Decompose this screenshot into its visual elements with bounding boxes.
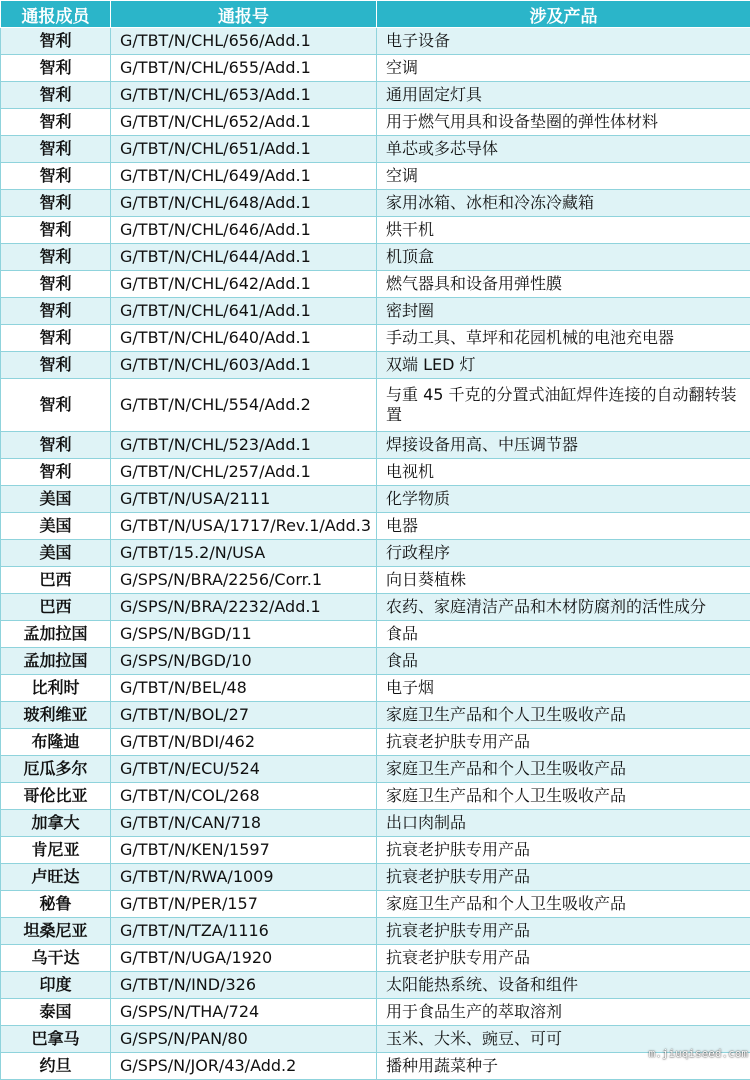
products-cell: 抗衰老护肤专用产品 [377, 918, 750, 945]
notification-cell: G/SPS/N/BRA/2232/Add.1 [111, 594, 377, 621]
table-row [1, 810, 750, 837]
table-row [1, 379, 750, 432]
member-cell: 智利 [1, 217, 111, 244]
products-cell: 行政程序 [377, 540, 750, 567]
products-cell: 单芯或多芯导体 [377, 136, 750, 163]
notification-cell: G/TBT/N/IND/326 [111, 972, 377, 999]
products-cell: 双端 LED 灯 [377, 352, 750, 379]
member-cell: 卢旺达 [1, 864, 111, 891]
products-cell: 食品 [377, 648, 750, 675]
member-cell: 智利 [1, 298, 111, 325]
notification-cell: G/TBT/N/CAN/718 [111, 810, 377, 837]
products-cell: 食品 [377, 621, 750, 648]
products-cell: 抗衰老护肤专用产品 [377, 729, 750, 756]
table-row [1, 136, 750, 163]
table-row [1, 217, 750, 244]
table-row [1, 271, 750, 298]
table-row [1, 999, 750, 1026]
member-cell: 智利 [1, 190, 111, 217]
table-row [1, 729, 750, 756]
notification-cell: G/TBT/N/CHL/642/Add.1 [111, 271, 377, 298]
table-row [1, 352, 750, 379]
notification-cell: G/TBT/N/BOL/27 [111, 702, 377, 729]
member-cell: 加拿大 [1, 810, 111, 837]
products-cell: 与重 45 千克的分置式油缸焊件连接的自动翻转装置 [377, 379, 750, 432]
table-row [1, 945, 750, 972]
table-row [1, 298, 750, 325]
table-row [1, 972, 750, 999]
member-cell: 秘鲁 [1, 891, 111, 918]
member-cell: 智利 [1, 244, 111, 271]
notification-cell: G/TBT/N/CHL/648/Add.1 [111, 190, 377, 217]
member-cell: 布隆迪 [1, 729, 111, 756]
table-row [1, 325, 750, 352]
notification-cell: G/SPS/N/BGD/11 [111, 621, 377, 648]
notification-cell: G/TBT/N/BEL/48 [111, 675, 377, 702]
member-cell: 坦桑尼亚 [1, 918, 111, 945]
member-cell: 巴拿马 [1, 1026, 111, 1053]
member-cell: 乌干达 [1, 945, 111, 972]
products-cell: 焊接设备用高、中压调节器 [377, 432, 750, 459]
notification-cell: G/TBT/N/CHL/554/Add.2 [111, 379, 377, 432]
member-cell: 智利 [1, 163, 111, 190]
products-cell: 电子烟 [377, 675, 750, 702]
products-cell: 家庭卫生产品和个人卫生吸收产品 [377, 891, 750, 918]
table-row [1, 648, 750, 675]
products-cell: 向日葵植株 [377, 567, 750, 594]
products-cell: 用于食品生产的萃取溶剂 [377, 999, 750, 1026]
table-row [1, 1026, 750, 1053]
products-cell: 电器 [377, 513, 750, 540]
member-cell: 智利 [1, 136, 111, 163]
products-cell: 燃气器具和设备用弹性膜 [377, 271, 750, 298]
table-row [1, 432, 750, 459]
table-row [1, 621, 750, 648]
products-cell: 通用固定灯具 [377, 82, 750, 109]
notification-cell: G/TBT/N/KEN/1597 [111, 837, 377, 864]
member-cell: 哥伦比亚 [1, 783, 111, 810]
products-cell: 电子设备 [377, 28, 750, 55]
member-cell: 智利 [1, 432, 111, 459]
products-cell: 密封圈 [377, 298, 750, 325]
table-row [1, 55, 750, 82]
table-row [1, 82, 750, 109]
products-cell: 家庭卫生产品和个人卫生吸收产品 [377, 756, 750, 783]
products-cell: 家庭卫生产品和个人卫生吸收产品 [377, 702, 750, 729]
table-row [1, 837, 750, 864]
products-cell: 玉米、大米、豌豆、可可 [377, 1026, 750, 1053]
products-cell: 用于燃气用具和设备垫圈的弹性体材料 [377, 109, 750, 136]
products-cell: 农药、家庭清洁产品和木材防腐剂的活性成分 [377, 594, 750, 621]
table-body [1, 28, 750, 1080]
member-cell: 智利 [1, 325, 111, 352]
table-row [1, 891, 750, 918]
notification-cell: G/TBT/N/CHL/644/Add.1 [111, 244, 377, 271]
header-notification: 通报号 [111, 1, 377, 28]
notification-cell: G/SPS/N/BRA/2256/Corr.1 [111, 567, 377, 594]
notification-cell: G/TBT/N/CHL/523/Add.1 [111, 432, 377, 459]
member-cell: 智利 [1, 109, 111, 136]
notification-cell: G/TBT/N/USA/2111 [111, 486, 377, 513]
member-cell: 巴西 [1, 594, 111, 621]
member-cell: 孟加拉国 [1, 648, 111, 675]
member-cell: 巴西 [1, 567, 111, 594]
products-cell: 抗衰老护肤专用产品 [377, 837, 750, 864]
table-row [1, 918, 750, 945]
member-cell: 智利 [1, 459, 111, 486]
notification-cell: G/TBT/N/CHL/649/Add.1 [111, 163, 377, 190]
member-cell: 美国 [1, 486, 111, 513]
products-cell: 电视机 [377, 459, 750, 486]
notification-cell: G/TBT/N/UGA/1920 [111, 945, 377, 972]
member-cell: 智利 [1, 55, 111, 82]
products-cell: 家用冰箱、冰柜和冷冻冷藏箱 [377, 190, 750, 217]
notification-cell: G/TBT/N/CHL/655/Add.1 [111, 55, 377, 82]
member-cell: 智利 [1, 82, 111, 109]
products-cell: 抗衰老护肤专用产品 [377, 945, 750, 972]
member-cell: 厄瓜多尔 [1, 756, 111, 783]
table-row [1, 702, 750, 729]
notification-cell: G/TBT/N/CHL/652/Add.1 [111, 109, 377, 136]
table-row [1, 756, 750, 783]
notification-cell: G/TBT/N/ECU/524 [111, 756, 377, 783]
notification-cell: G/TBT/N/RWA/1009 [111, 864, 377, 891]
table-row [1, 459, 750, 486]
products-cell: 家庭卫生产品和个人卫生吸收产品 [377, 783, 750, 810]
table-row [1, 594, 750, 621]
notification-cell: G/TBT/N/USA/1717/Rev.1/Add.3 [111, 513, 377, 540]
notification-cell: G/SPS/N/PAN/80 [111, 1026, 377, 1053]
products-cell: 化学物质 [377, 486, 750, 513]
table-row [1, 190, 750, 217]
products-cell: 空调 [377, 55, 750, 82]
notification-cell: G/TBT/N/CHL/656/Add.1 [111, 28, 377, 55]
notification-cell: G/TBT/N/BDI/462 [111, 729, 377, 756]
member-cell: 智利 [1, 352, 111, 379]
products-cell: 出口肉制品 [377, 810, 750, 837]
table-row [1, 244, 750, 271]
notification-cell: G/TBT/N/CHL/653/Add.1 [111, 82, 377, 109]
table-row [1, 675, 750, 702]
products-cell: 机顶盒 [377, 244, 750, 271]
notification-cell: G/TBT/N/CHL/646/Add.1 [111, 217, 377, 244]
table-row [1, 864, 750, 891]
table-row [1, 1053, 750, 1080]
notification-cell: G/SPS/N/THA/724 [111, 999, 377, 1026]
notification-cell: G/TBT/N/CHL/640/Add.1 [111, 325, 377, 352]
header-member: 通报成员 [1, 1, 111, 28]
table-row [1, 513, 750, 540]
notification-cell: G/TBT/N/TZA/1116 [111, 918, 377, 945]
watermark: m.jiuqiseed.com [649, 1047, 748, 1060]
member-cell: 孟加拉国 [1, 621, 111, 648]
notification-cell: G/SPS/N/BGD/10 [111, 648, 377, 675]
notification-cell: G/TBT/N/CHL/603/Add.1 [111, 352, 377, 379]
member-cell: 智利 [1, 379, 111, 432]
member-cell: 美国 [1, 513, 111, 540]
products-cell: 烘干机 [377, 217, 750, 244]
products-cell: 太阳能热系统、设备和组件 [377, 972, 750, 999]
member-cell: 印度 [1, 972, 111, 999]
table-row [1, 163, 750, 190]
table-row [1, 28, 750, 55]
products-cell: 抗衰老护肤专用产品 [377, 864, 750, 891]
member-cell: 美国 [1, 540, 111, 567]
table-row [1, 783, 750, 810]
table-header-row [1, 1, 750, 28]
products-cell: 手动工具、草坪和花园机械的电池充电器 [377, 325, 750, 352]
member-cell: 智利 [1, 28, 111, 55]
table-row [1, 540, 750, 567]
notification-cell: G/TBT/N/COL/268 [111, 783, 377, 810]
notification-cell: G/SPS/N/JOR/43/Add.2 [111, 1053, 377, 1080]
products-cell: 播种用蔬菜种子 [377, 1053, 750, 1080]
header-products: 涉及产品 [377, 1, 750, 28]
member-cell: 泰国 [1, 999, 111, 1026]
notification-cell: G/TBT/N/PER/157 [111, 891, 377, 918]
notification-cell: G/TBT/15.2/N/USA [111, 540, 377, 567]
notification-cell: G/TBT/N/CHL/641/Add.1 [111, 298, 377, 325]
table-row [1, 567, 750, 594]
notification-cell: G/TBT/N/CHL/651/Add.1 [111, 136, 377, 163]
member-cell: 玻利维亚 [1, 702, 111, 729]
table-row [1, 109, 750, 136]
member-cell: 比利时 [1, 675, 111, 702]
member-cell: 约旦 [1, 1053, 111, 1080]
notification-cell: G/TBT/N/CHL/257/Add.1 [111, 459, 377, 486]
member-cell: 智利 [1, 271, 111, 298]
table-row [1, 486, 750, 513]
member-cell: 肯尼亚 [1, 837, 111, 864]
products-cell: 空调 [377, 163, 750, 190]
